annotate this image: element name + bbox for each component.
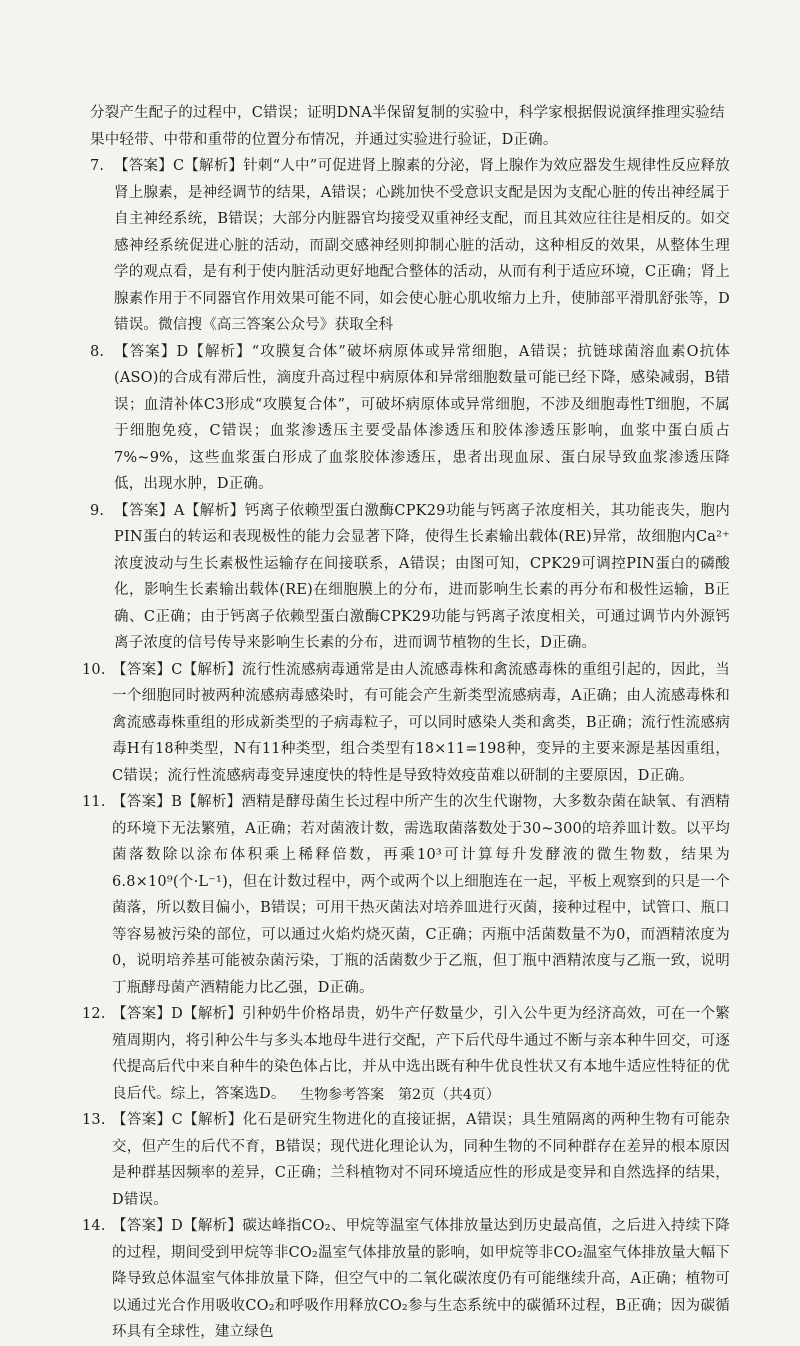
item-text: 【答案】D【解析】“攻膜复合体”破坏病原体或异常细胞，A错误；抗链球菌溶血素O抗体(ASO)的合成有滞后性，滴度升高过程中病原体和异常细胞数量可能已经下降，感染减弱，B错误；血清补体C3形成“攻膜复合体”，可破坏病原体或异常细胞，不涉及细胞毒性T细胞，不属于细胞免疫，C错误；血浆渗透压主要受晶体渗透压和胶体渗透压影响，血浆中蛋白质占7%~9%，这些血浆蛋白形成了血浆胶体渗透压，患者出现血尿、蛋白尿导致血浆渗透压降低，出现水肿，D正确。: [114, 343, 730, 492]
item-text: 【答案】B【解析】酒精是酵母菌生长过程中所产生的次生代谢物，大多数杂菌在缺氧、有酒精的环境下无法繁殖，A正确；若对菌液计数，需选取菌落数处于30~300的培养皿计数。以平均菌落数除以涂布体积乘上稀释倍数，再乘10³可计算每升发酵液的微生物数，结果为6.8×10⁹(个·L⁻¹)，但在计数过程中，两个或两个以上细胞连在一起，平板上观察到的只是一个菌落，所以数目偏小，B错误；可用干热灭菌法对培养皿进行灭菌，接种过程中，试管口、瓶口等容易被污染的部位，可以通过火焰灼烧灭菌，C正确；丙瓶中活菌数量不为0，而酒精浓度为0，说明培养基可能被杂菌污染，丁瓶的活菌数少于乙瓶，但丁瓶中酒精浓度与乙瓶一致，说明丁瓶酵母菌产酒精能力比乙强，D正确。: [112, 794, 730, 996]
intro-paragraph: 分裂产生配子的过程中，C错误；证明DNA半保留复制的实验中，科学家根据假说演绎推理实验结果中轻带、中带和重带的位置分布情况，并通过实验进行验证，D正确。: [90, 105, 725, 148]
item-number: 13.: [82, 1112, 106, 1128]
document-page: [82, 100, 730, 1346]
answer-item: [82, 657, 730, 790]
item-text: 【答案】C【解析】化石是研究生物进化的直接证据，A错误；具生殖隔离的两种生物有可能杂交，但产生的后代不育，B错误；现代进化理论认为，同种生物的不同种群存在差异的根本原因是种群基因频率的差异，C正确；兰科植物对不同环境适应性的形成是变异和自然选择的结果，D错误。: [112, 1112, 730, 1208]
answer-list: [82, 153, 730, 1346]
item-text: 【答案】C【解析】流行性流感病毒通常是由人流感毒株和禽流感毒株的重组引起的，因此，当一个细胞同时被两种流感病毒感染时，有可能会产生新类型流感病毒，A正确；由人流感毒株和禽流感毒株重组的形成新类型的子病毒粒子，可以同时感染人类和禽类，B正确；流行性流感病毒H有18种类型，N有11种类型，组合类型有18×11=198种，变异的主要来源是基因重组，C错误；流行性流感病毒变异速度快的特性是导致特效疫苗难以研制的主要原因，D正确。: [112, 661, 730, 784]
answer-item: [90, 339, 730, 498]
answer-item: [82, 789, 730, 1001]
page-footer: 生物参考答案 第2页（共4页）: [300, 1087, 500, 1103]
item-number: 8.: [90, 343, 105, 360]
item-number: 7.: [90, 158, 105, 174]
answer-item: [82, 1213, 730, 1346]
item-text: 【答案】D【解析】引种奶牛价格昂贵，奶牛产仔数量少，引入公牛更为经济高效，可在一个繁殖周期内，将引种公牛与多头本地母牛进行交配，产下后代母牛通过不断与亲本种牛回交，可逐代提高后代中来自种牛的染色体占比，并从中选出既有种牛优良性状又有本地牛适应性特征的优良后代。综上，答案选D。: [112, 1006, 730, 1102]
item-text: 【答案】D【解析】碳达峰指CO₂、甲烷等温室气体排放量达到历史最高值，之后进入持续下降的过程，期间受到甲烷等非CO₂温室气体排放量的影响，如甲烷等非CO₂温室气体排放量大幅下降导致总体温室气体排放量下降，但空气中的二氧化碳浓度仍有可能继续升高，A正确；植物可以通过光合作用吸收CO₂和呼吸作用释放CO₂参与生态系统中的碳循环过程，B正确；因为碳循环具有全球性，建立绿色: [112, 1218, 730, 1340]
answer-item: [90, 153, 730, 339]
item-text: 【答案】C【解析】针刺“人中”可促进肾上腺素的分泌，肾上腺作为效应器发生规律性反应释放肾上腺素，是神经调节的结果，A错误；心跳加快不受意识支配是因为支配心脏的传出神经属于自主神经系统，B错误；大部分内脏器官均接受双重神经支配，而且其效应往往是相反的。如交感神经系统促进心脏的活动，而副交感神经则抑制心脏的活动，这种相反的效果，从整体生理学的观点看，是有利于使内脏活动更好地配合整体的活动，从而有利于适应环境，C正确；肾上腺素作用于不同器官作用效果可能不同，如会使心脏心肌收缩力上升，使肺部平滑肌舒张等，D错误。微信搜《高三答案公众号》获取全科: [114, 158, 730, 333]
item-number: 12.: [82, 1006, 106, 1022]
item-text: 【答案】A【解析】钙离子依赖型蛋白激酶CPK29功能与钙离子浓度相关，其功能丧失，胞内PIN蛋白的转运和表现极性的能力会显著下降，使得生长素输出载体(RE)异常，故细胞内Ca²⁺浓度波动与生长素极性运输存在间接联系，A错误；由图可知，CPK29可调控PIN蛋白的磷酸化，影响生长素输出载体(RE)在细胞膜上的分布，进而影响生长素的再分布和极性运输，B正确、C正确；由于钙离子依赖型蛋白激酶CPK29功能与钙离子浓度相关，可通过调节内外源钙离子浓度的信号传导来影响生长素的分布，进而调节植物的生长，D正确。: [114, 502, 730, 651]
answer-item: [90, 498, 730, 657]
item-number: 10.: [82, 661, 106, 678]
item-number: 9.: [90, 502, 105, 519]
answer-item: [82, 1107, 730, 1213]
item-number: 11.: [82, 794, 106, 810]
item-number: 14.: [82, 1218, 106, 1234]
